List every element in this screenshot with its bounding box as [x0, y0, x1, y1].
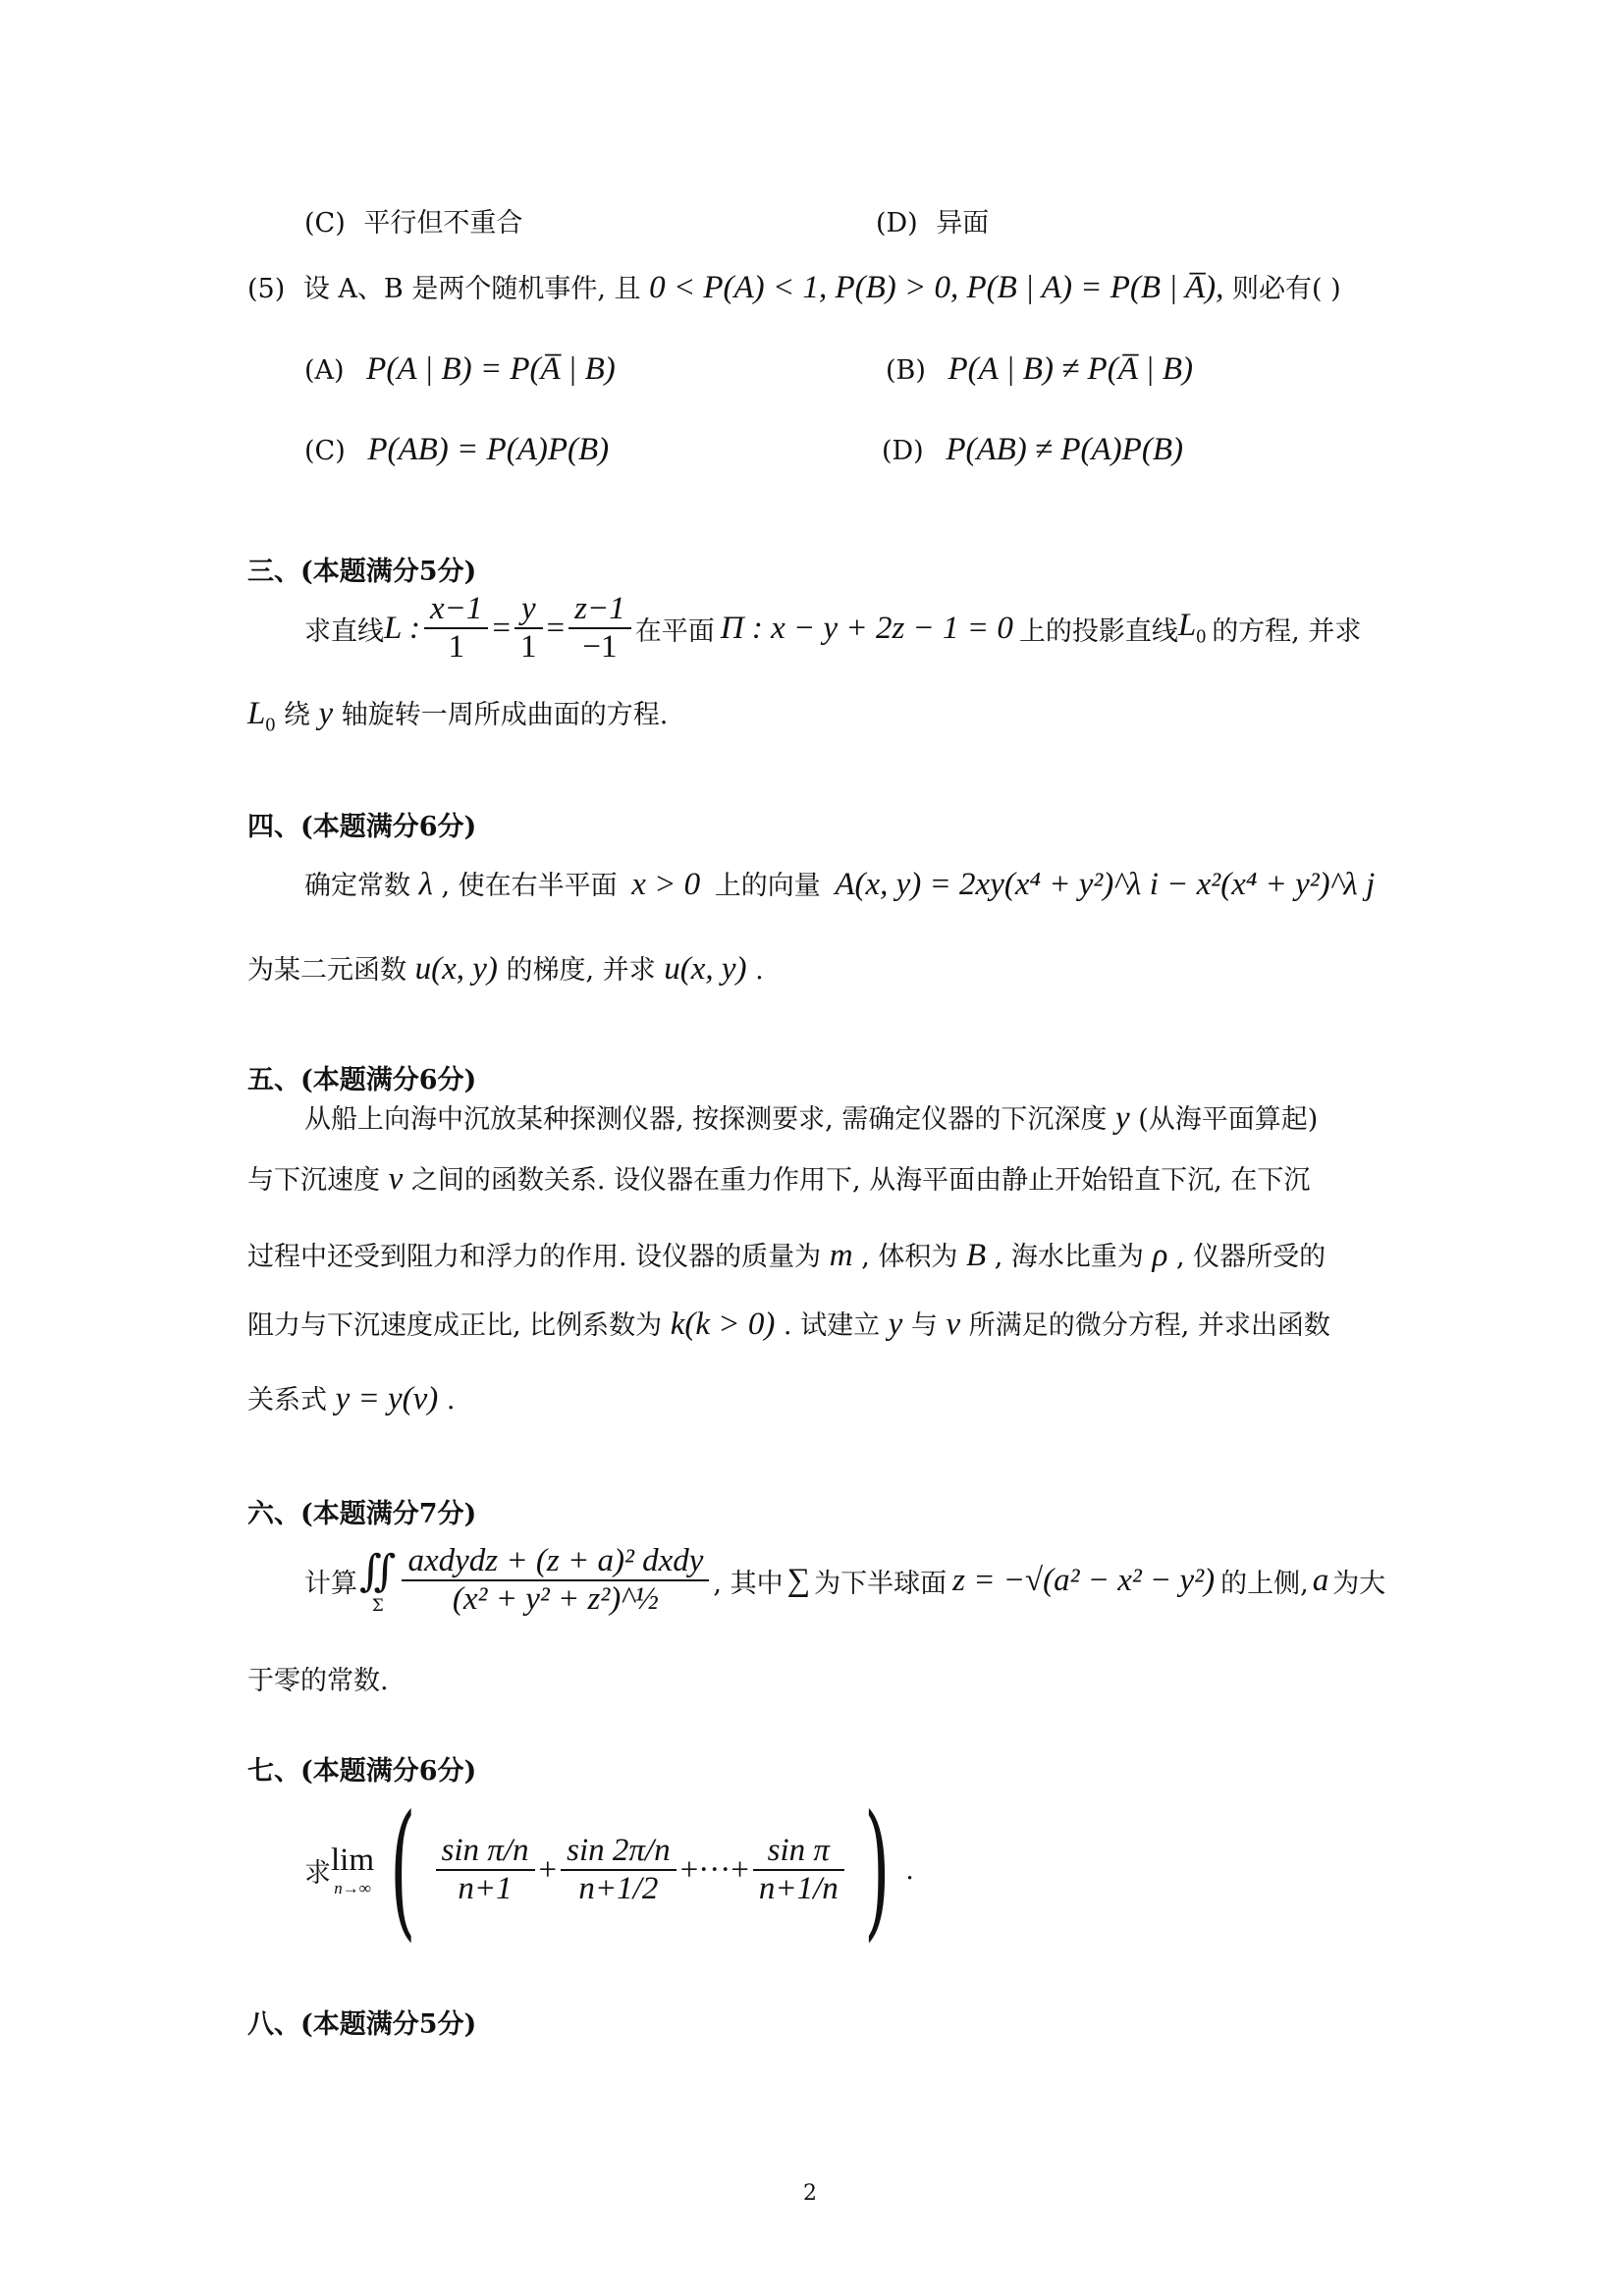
surface-integral-sign [359, 1546, 396, 1616]
variable: v [388, 1161, 404, 1197]
projection-line-name: $L_0$ [1177, 608, 1207, 648]
text: 绕 [283, 700, 310, 730]
text: 的上侧, [1220, 1568, 1309, 1599]
option-formula: P(AB) = P(A)P(B) [367, 432, 610, 467]
section-3-line-2 [247, 693, 668, 737]
section-4-line-1 [304, 864, 1375, 903]
denominator: 1 [448, 629, 464, 665]
numerator: z−1 [568, 591, 631, 629]
text: 的方程, 并求 [1212, 615, 1362, 647]
denominator: (x² + y² + z²)^½ [452, 1581, 659, 1617]
ellipsis: +···+ [679, 1851, 749, 1888]
question-tail: 则必有( ) [1231, 274, 1341, 304]
text: . [905, 1854, 914, 1886]
denominator: n+1/2 [578, 1871, 659, 1906]
text: 求 [304, 1857, 331, 1889]
section-5-line-2 [247, 1158, 1310, 1198]
text: , 海水比重为 [994, 1242, 1144, 1272]
coefficient: k(k > 0) [670, 1307, 776, 1342]
section-8-heading: 八、(本题满分5分) [247, 2009, 477, 2040]
option-label: (B) [886, 355, 926, 386]
text: 在平面 [634, 615, 715, 647]
relation-formula: y = y(v) [335, 1381, 439, 1416]
text: 上的投影直线 [1018, 615, 1178, 647]
text: , 仪器所受的 [1175, 1242, 1326, 1272]
text: 与下沉速度 [247, 1165, 380, 1196]
vector-field-formula: A(x, y) = 2xy(x⁴ + y²)^λ i − x²(x⁴ + y²)^λ j [835, 867, 1376, 902]
variable: m [829, 1238, 853, 1273]
axis-variable: y [318, 696, 334, 731]
option-label: (A) [304, 355, 345, 386]
text: , 体积为 [861, 1242, 958, 1272]
text: 过程中还受到阻力和浮力的作用. 设仪器的质量为 [247, 1242, 822, 1272]
plane-equation: Π : x − y + 2z − 1 = 0 [720, 610, 1013, 646]
left-paren: ( [390, 1785, 416, 1955]
option-a [304, 351, 616, 388]
numerator: axdydz + (z + a)² dxdy [402, 1543, 709, 1581]
question-number: (5) [247, 274, 286, 304]
option-label: (C) [304, 436, 346, 466]
variable: B [965, 1238, 987, 1273]
region-condition: x > 0 [631, 867, 701, 902]
option-formula: P(A | B) ≠ P(A̅ | B) [947, 351, 1193, 387]
fraction [424, 591, 488, 666]
option-formula: P(AB) ≠ P(A)P(B) [946, 432, 1183, 467]
text: (从海平面算起) [1138, 1104, 1319, 1135]
section-3-line-1: 求直线 L : $\frac{x-1}{1}$ = $\frac{y}{1}$ = $\frac{z-1}{-1}$ 在平面 Π : x − y + 2z − 1 = 0 上的投影直线 $L_0$ 的方程, 并求 [304, 591, 1362, 665]
numerator: sin 2π/n [561, 1833, 676, 1871]
limit-subscript: n→∞ [334, 1878, 371, 1897]
fraction [514, 591, 543, 666]
term-last [753, 1833, 844, 1907]
option-d [882, 432, 1183, 468]
option-label: (C) [304, 208, 346, 239]
variable: a [1312, 1562, 1329, 1598]
option-formula: P(A | B) = P(A̅ | B) [366, 351, 616, 387]
text: . 试建立 [783, 1310, 881, 1341]
section-6-line-2: 于零的常数. [247, 1666, 389, 1696]
text: 确定常数 [304, 871, 410, 901]
text: 轴旋转一周所成曲面的方程. [341, 700, 669, 730]
option-c [304, 432, 609, 468]
option-label: (D) [882, 436, 924, 466]
function-symbol: u(x, y) [414, 951, 498, 987]
constant-symbol: λ [418, 867, 433, 902]
option-text: 平行但不重合 [363, 208, 523, 239]
text: 为大 [1332, 1568, 1386, 1599]
text: . [446, 1385, 456, 1415]
numerator: y [514, 591, 543, 629]
variable: y [888, 1307, 903, 1342]
fraction [568, 591, 631, 666]
option-c-line [304, 201, 522, 240]
section-5-line-4 [247, 1304, 1330, 1343]
section-6-line-1 [304, 1531, 1385, 1629]
numerator: sin π/n [436, 1833, 535, 1871]
term-1 [436, 1833, 535, 1907]
limit-operator [331, 1842, 374, 1898]
text: 与 [910, 1310, 938, 1341]
option-b [886, 351, 1193, 388]
text: 关系式 [247, 1385, 327, 1415]
page-number: 2 [803, 2181, 817, 2206]
line-name: L : [384, 610, 420, 646]
section-7-heading: 七、(本题满分6分) [247, 1756, 477, 1787]
denominator: 1 [520, 629, 537, 665]
text: 上的向量 [714, 871, 821, 901]
question-lead: 设 A、B 是两个随机事件, 且 [302, 274, 641, 304]
denominator: n+1/n [758, 1871, 839, 1906]
option-label: (D) [876, 208, 918, 239]
section-5-heading: 五、(本题满分6分) [247, 1065, 477, 1095]
variable: v [946, 1307, 961, 1342]
sigma-symbol: ∑ [786, 1562, 811, 1598]
denominator: −1 [582, 629, 618, 665]
section-4-heading: 四、(本题满分6分) [247, 812, 477, 842]
section-5-line-1 [304, 1097, 1318, 1137]
section-5-line-5 [247, 1378, 455, 1417]
section-7-limit-expression: 求 lim n→∞ ( $\frac{\text{sin π/n}}{n+1}$ + $\frac{\sin 2\pi/n}{n+1/2}$ +···+ $\frac{\text{sin π}}{n+1/n}$ ) . [304, 1785, 914, 1955]
text: 的梯度, 并求 [506, 955, 656, 986]
option-text: 异面 [936, 208, 990, 239]
text: 为某二元函数 [247, 955, 406, 986]
text: 从船上向海中沉放某种探测仪器, 按探测要求, 需确定仪器的下沉深度 [304, 1104, 1108, 1135]
section-3-heading: 三、(本题满分5分) [247, 557, 477, 587]
text: 计算 [304, 1568, 357, 1599]
term-2 [561, 1833, 676, 1907]
projection-line-name: $L_0$ [247, 696, 276, 736]
limit-text: lim [331, 1842, 375, 1878]
text: 为下半球面 [814, 1568, 947, 1599]
denominator: n+1 [458, 1871, 513, 1906]
integrand-fraction [402, 1543, 709, 1618]
option-d-line [876, 201, 989, 240]
section-6-heading: 六、(本题满分7分) [247, 1499, 477, 1529]
numerator: sin π [753, 1833, 844, 1871]
numerator: x−1 [424, 591, 488, 629]
integral-domain: Σ [371, 1595, 384, 1616]
text: , 使在右半平面 [441, 871, 618, 901]
section-5-line-3 [247, 1235, 1326, 1274]
integral-symbol: ∬ [359, 1545, 397, 1596]
text: , 其中 [713, 1568, 784, 1599]
text: . [755, 955, 764, 986]
text: 所满足的微分方程, 并求出函数 [968, 1310, 1330, 1341]
text: 求直线 [304, 615, 384, 647]
surface-formula: z = −√(a² − x² − y²) [952, 1562, 1216, 1598]
question-condition: 0 < P(A) < 1, P(B) > 0, P(B | A) = P(B | A̅), [649, 270, 1224, 305]
right-paren: ) [863, 1785, 891, 1955]
variable: ρ [1152, 1238, 1168, 1273]
section-4-line-2 [247, 948, 764, 988]
text: 之间的函数关系. 设仪器在重力作用下, 从海平面由静止开始铅直下沉, 在下沉 [410, 1165, 1311, 1196]
variable: y [1114, 1100, 1130, 1136]
function-symbol: u(x, y) [664, 951, 747, 987]
text: 阻力与下沉速度成正比, 比例系数为 [247, 1310, 663, 1341]
question-5-stem [247, 267, 1341, 306]
